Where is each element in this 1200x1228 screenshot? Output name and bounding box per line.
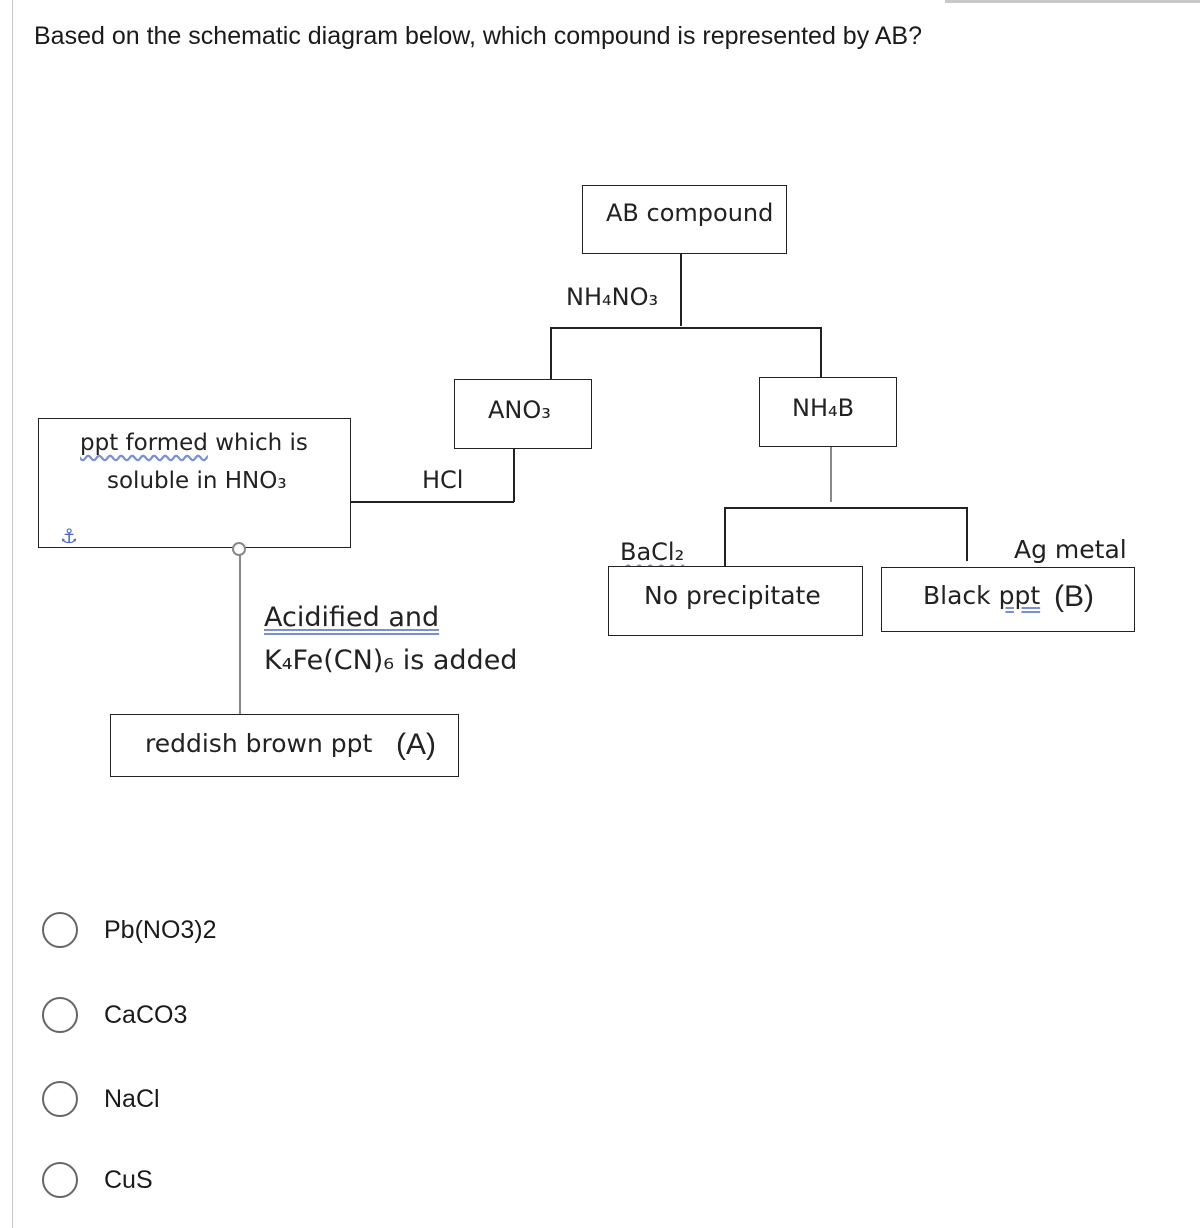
option-label[interactable]: NaCl [104, 1084, 160, 1113]
connector [830, 447, 832, 502]
question-text: Based on the schematic diagram below, which compound is represented by AB? [34, 22, 923, 50]
connector [513, 449, 515, 502]
acidified-text: Acidified and [264, 602, 440, 633]
connector-handle [232, 542, 246, 556]
option-cus[interactable] [42, 1160, 153, 1200]
acidified-label [264, 602, 439, 633]
hcl-label: HCl [422, 466, 464, 494]
connector [724, 507, 967, 509]
ppt-which-is-text: which is [207, 430, 308, 456]
ag-metal-label: Ag metal [1014, 535, 1127, 564]
radio-button[interactable] [42, 1162, 78, 1198]
option-label[interactable]: Pb(NO3)2 [104, 915, 217, 944]
label-b: (B) [1054, 580, 1094, 613]
ab-compound-label: AB compound [606, 199, 774, 227]
option-nacl[interactable] [42, 1079, 160, 1119]
radio-button[interactable] [42, 1081, 78, 1117]
option-label[interactable]: CuS [104, 1165, 153, 1194]
ppt-formed-line2: soluble in HNO₃ [107, 468, 287, 494]
connector [680, 254, 682, 326]
bacl2-text: BaCl₂ [620, 538, 685, 566]
label-a: (A) [396, 728, 436, 761]
ppt-formed-line1 [80, 430, 308, 456]
connector [724, 507, 726, 567]
black-ppt-label [923, 581, 1040, 610]
nh4no3-label: NH₄NO₃ [566, 283, 659, 311]
ppt-formed-text: ppt formed [80, 430, 208, 456]
connector [350, 501, 514, 503]
nh4b-label: NH₄B [792, 394, 855, 422]
no-precipitate-label: No precipitate [644, 581, 821, 610]
connector [966, 507, 968, 561]
ppt-text: ppt [998, 581, 1041, 610]
radio-button[interactable] [42, 997, 78, 1033]
ano3-label: ANO₃ [488, 396, 551, 424]
connector [550, 327, 552, 379]
k4fe-label: K₄Fe(CN)₆ is added [264, 645, 518, 676]
connector [550, 327, 821, 329]
black-text: Black [923, 581, 999, 610]
connector [820, 327, 822, 379]
frame-border-left [12, 0, 13, 1228]
connector [239, 549, 241, 722]
option-label[interactable]: CaCO3 [104, 1000, 188, 1029]
option-caco3[interactable] [42, 995, 187, 1035]
option-pb-no3-2[interactable] [42, 910, 217, 950]
radio-button[interactable] [42, 912, 78, 948]
anchor-icon: ⚓ [60, 524, 78, 548]
bacl2-label [620, 538, 684, 566]
frame-border-top [945, 0, 1200, 3]
reddish-brown-label: reddish brown ppt [145, 729, 373, 758]
